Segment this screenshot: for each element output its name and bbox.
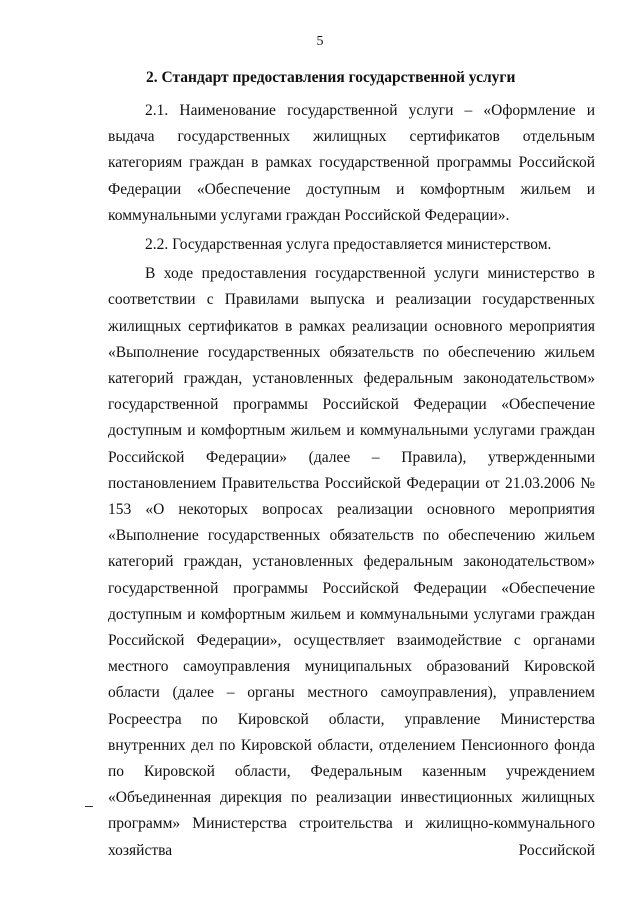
section-heading: 2. Стандарт предоставления государственной услуги [146, 69, 516, 86]
body-text [108, 98, 595, 864]
paragraph-provider: 2.2. Государственная услуга предоставляется министерством. [145, 236, 552, 254]
paragraph-interaction: В ходе предоставления государственной услуги министерство в соответствии с Правилами выпуска и реализации государственных жилищных сертификатов в рамках реализации основного мероприятия «Выполнение государственных обязательств по обеспечению жильем категорий граждан, установленных федеральным законодательством» государственной программы Российской Федерации «Обеспечение доступным и комфортным жильем и коммунальными услугами граждан Российской Федерации» (далее – Правила), утвержденными постановлением Правительства Российской Федерации от 21.03.2006 № 153 «О некоторых вопросах реализации основного мероприятия «Выполнение государственных обязательств по обеспечению жильем категорий граждан, установленных федеральным законодательством» государственной программы Российской Федерации «Обеспечение доступным и комфортным жильем и коммунальными услугами граждан Российской Федерации», осуществляет взаимодействие с органами местного самоуправления муниципальных образований Кировской области (далее – органы местного самоуправления), управлением Росреестра по Кировской области, управление Министерства внутренних дел по Кировской области, отделением Пенсионного фонда по Кировской области, Федеральным казенным учреждением «Объединенная дирекция по реализации инвестиционных жилищных программ» Министерства строительства и жилищно-коммунального хозяйства Российской [108, 265, 595, 859]
paragraph-service-name: 2.1. Наименование государственной услуги – «Оформление и выдача государственных жилищных сертификатов отдельным категориям граждан в рамках государственной программы Российской Федерации «Обеспечение доступным и комфортным жильем и коммунальными услугами граждан Российской Федерации». [108, 102, 595, 224]
margin-dash-mark [85, 806, 93, 807]
page-number: 5 [316, 34, 324, 49]
